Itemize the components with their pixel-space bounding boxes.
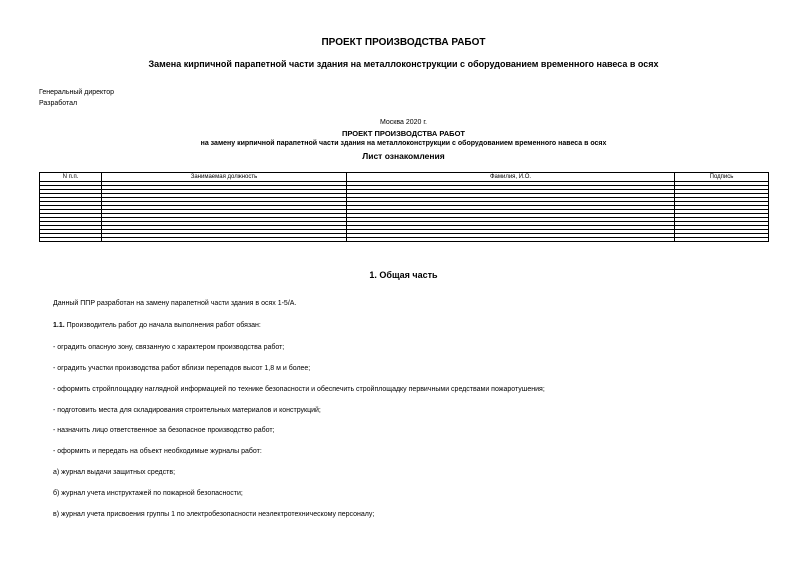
list-item: - оградить участки производства работ вблизи перепадов высот 1,8 м и более; xyxy=(53,365,311,372)
sheet-title: ПРОЕКТ ПРОИЗВОДСТВА РАБОТ xyxy=(341,129,465,138)
sheet-subtitle: на замену кирпичной парапетной части здания на металлоконструкции с оборудованием временного навеса в осях xyxy=(200,140,607,147)
table-cell xyxy=(40,238,102,242)
item-paragraph xyxy=(53,322,261,329)
col-name: Фамилия, И.О. xyxy=(347,173,675,182)
document-subtitle: Замена кирпичной парапетной части здания на металлоконструкции с оборудованием временного навеса в осях xyxy=(148,59,659,69)
col-position: Занимаемая должность xyxy=(102,173,347,182)
item-text: Производитель работ до начала выполнения работ обязан: xyxy=(64,322,261,329)
table-cell xyxy=(102,238,347,242)
sheet-heading: Лист ознакомления xyxy=(362,151,445,161)
list-item: - оформить и передать на объект необходимые журналы работ: xyxy=(53,448,262,455)
list-item: - оградить опасную зону, связанную с характером производства работ; xyxy=(53,344,285,351)
table-cell xyxy=(347,238,675,242)
list-item: - подготовить места для складирования строительных материалов и конструкций; xyxy=(53,407,321,414)
city-year: Москва 2020 г. xyxy=(379,119,427,126)
col-signature: Подпись xyxy=(675,173,769,182)
list-item: б) журнал учета инструктажей по пожарной безопасности; xyxy=(53,490,243,497)
table-row xyxy=(40,238,769,242)
list-item: - назначить лицо ответственное за безопасное производство работ; xyxy=(53,427,275,434)
director-label: Генеральный директор xyxy=(39,89,115,96)
table-cell xyxy=(675,238,769,242)
acquaintance-table xyxy=(39,172,769,242)
developer-label: Разработал xyxy=(39,100,78,107)
col-number: N п.п. xyxy=(40,173,102,182)
list-item: а) журнал выдачи защитных средств; xyxy=(53,469,176,476)
document-title: ПРОЕКТ ПРОИЗВОДСТВА РАБОТ xyxy=(321,37,486,48)
table-body xyxy=(40,182,769,242)
list-item: - оформить стройплощадку наглядной информацией по технике безопасности и обеспечить стройплощадку первичными средствами пожаротушения; xyxy=(53,386,545,393)
intro-paragraph: Данный ППР разработан на замену парапетной части здания в осях 1-5/А. xyxy=(53,300,297,307)
item-number: 1.1. xyxy=(53,322,65,329)
list-item: в) журнал учета присвоения группы 1 по электробезопасности неэлектротехническому персоналу; xyxy=(53,511,375,518)
section-heading: 1. Общая часть xyxy=(369,270,438,280)
table-header-row xyxy=(40,173,769,182)
